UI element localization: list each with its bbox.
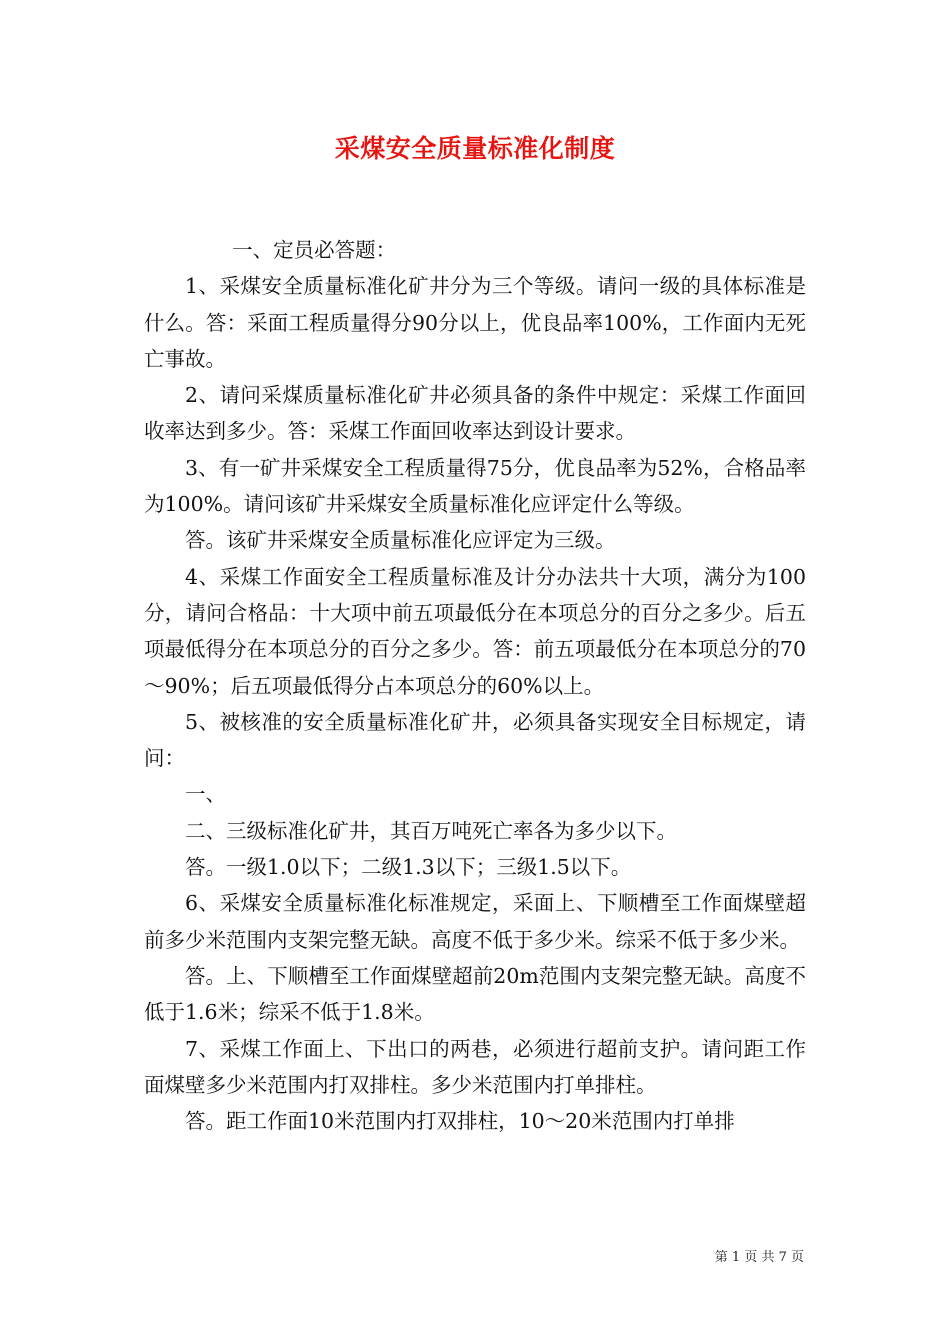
paragraph: 一、 [185,782,226,807]
paragraph: 3、有一矿井采煤安全工程质量得75分，优良品率为52%，合格品率为100%。请问该矿井采煤安全质量标准化应评定什么等级。 [144,455,806,517]
paragraph: 4、采煤工作面安全工程质量标准及计分办法共十大项，满分为100分，请问合格品：十大项中前五项最低分在本项总分的百分之多少。后五项最低得分在本项总分的百分之多少。答：前五项最低分在本项总分的70～90%；后五项最低得分占本项总分的60%以上。 [144,564,806,698]
paragraph: 答。一级1.0以下；二级1.3以下；三级1.5以下。 [185,855,632,880]
paragraph: 1、采煤安全质量标准化矿井分为三个等级。请问一级的具体标准是什么。答：采面工程质量得分90分以上，优良品率100%，工作面内无死亡事故。 [144,274,806,371]
paragraph: 7、采煤工作面上、下出口的两巷，必须进行超前支护。请问距工作面煤壁多少米范围内打双排柱。多少米范围内打单排柱。 [144,1036,806,1097]
paragraph: 6、采煤安全质量标准化标准规定，采面上、下顺槽至工作面煤壁超前多少米范围内支架完整无缺。高度不低于多少米。综采不低于多少米。 [144,891,806,952]
page-number-footer: 第 1 页 共 7 页 [714,1250,804,1265]
paragraph: 答。上、下顺槽至工作面煤壁超前20m范围内支架完整无缺。高度不低于1.6米；综采不低于1.8米。 [144,963,806,1025]
document-title: 采煤安全质量标准化制度 [334,134,616,163]
paragraph: 答。距工作面10米范围内打双排柱，10～20米范围内打单排 [185,1109,735,1134]
paragraph: 答。该矿井采煤安全质量标准化应评定为三级。 [185,528,616,553]
paragraph: 2、请问采煤质量标准化矿井必须具备的条件中规定：采煤工作面回收率达到多少。答：采煤工作面回收率达到设计要求。 [144,383,806,444]
document-body [144,232,806,1139]
paragraph: 5、被核准的安全质量标准化矿井，必须具备实现安全目标规定，请问： [144,709,806,771]
section-heading: 一、定员必答题： [232,238,397,262]
paragraph: 二、三级标准化矿井，其百万吨死亡率各为多少以下。 [185,818,677,843]
